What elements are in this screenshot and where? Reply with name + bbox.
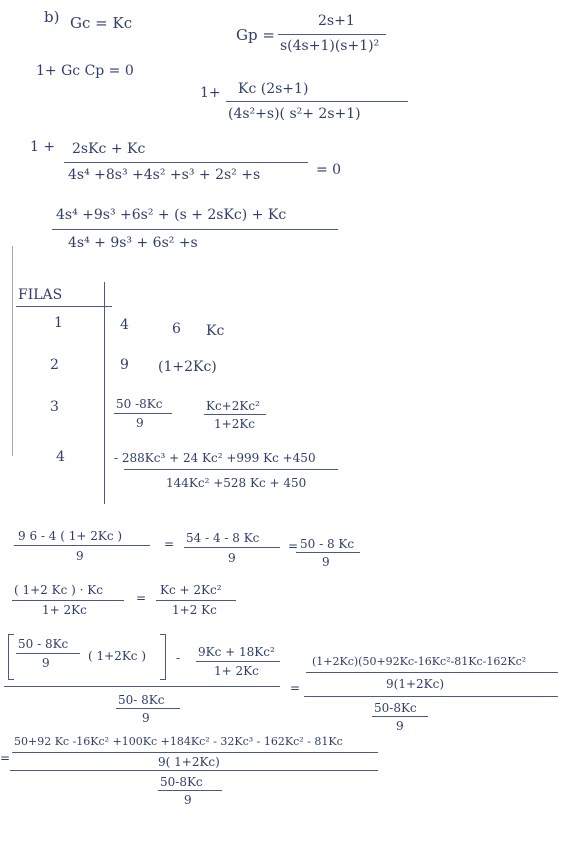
fraction-bar: [12, 752, 378, 753]
fraction-bar: [204, 414, 266, 415]
routh-cell-den: 9: [136, 416, 144, 430]
fraction-bar: [196, 661, 280, 662]
step2-prefix: 1 +: [30, 139, 56, 155]
routh-divider: [104, 282, 105, 504]
calc4-lead-eq: =: [0, 751, 11, 765]
fraction-bar: [158, 790, 222, 791]
fraction-bar: [306, 672, 558, 673]
part-label: b): [44, 8, 60, 26]
routh-row-num: 2: [50, 357, 59, 373]
calc1-den1: 9: [76, 549, 84, 563]
routh-cell-den: 1+2Kc: [214, 417, 256, 431]
fraction-bar: [184, 547, 280, 548]
step1-prefix: 1+: [200, 85, 221, 101]
calc2-num2: Kc + 2Kc²: [160, 583, 222, 597]
calc1-den2: 9: [228, 551, 236, 565]
fraction-bar: [278, 34, 386, 35]
step1-denominator: (4s²+s)( s²+ 2s+1): [228, 106, 361, 122]
left-bracket: [8, 634, 14, 680]
calc3-rden-num: 50-8Kc: [374, 701, 417, 715]
calc1-num2: 54 - 4 - 8 Kc: [186, 531, 260, 545]
routh-cell: Kc: [206, 323, 225, 339]
routh-cell: 6: [172, 321, 181, 337]
calc1-den3: 9: [322, 555, 330, 569]
fraction-bar: [64, 162, 308, 163]
calc3-result-den: 9(1+2Kc): [386, 677, 445, 691]
calc3-minus: -: [176, 651, 181, 665]
calc1-num3: 50 - 8 Kc: [300, 537, 355, 551]
main-fraction-bar: [4, 686, 280, 687]
calc1-num1: 9 6 - 4 ( 1+ 2Kc ): [18, 529, 123, 543]
step3-denominator: 4s⁴ + 9s³ + 6s² +s: [68, 235, 198, 251]
calc3-bracket-den: 9: [42, 656, 50, 670]
fraction-bar: [114, 413, 172, 414]
calc3-bracket-mul: ( 1+2Kc ): [88, 649, 147, 663]
calc4-den-num: 50-8Kc: [160, 775, 203, 789]
calc3-eq: =: [290, 681, 301, 695]
calc3-den-num: 50- 8Kc: [118, 693, 165, 707]
step1-numerator: Kc (2s+1): [238, 81, 309, 97]
fraction-bar: [124, 469, 338, 470]
calc2-eq: =: [136, 591, 147, 605]
right-bracket: [160, 634, 166, 680]
calc1-eq1: =: [164, 537, 175, 551]
routh-cell-num: 50 -8Kc: [116, 397, 163, 411]
calc4-denominator: 9( 1+2Kc): [158, 755, 220, 769]
characteristic-eq: 1+ Gc Cp = 0: [36, 63, 134, 79]
step2-numerator: 2sKc + Kc: [72, 141, 146, 157]
controller-eq: Gc = Kc: [70, 14, 133, 32]
fraction-bar: [226, 101, 408, 102]
step2-denominator: 4s⁴ +8s³ +4s² +s³ + 2s² +s: [68, 167, 261, 183]
calc2-num1: ( 1+2 Kc ) · Kc: [14, 583, 103, 597]
calc3-sub-den: 1+ 2Kc: [214, 664, 259, 678]
fraction-bar: [372, 716, 428, 717]
routh-header: FILAS: [18, 287, 63, 303]
routh-row-num: 1: [54, 315, 63, 331]
plant-denominator: s(4s+1)(s+1)²: [280, 38, 380, 54]
routh-row-num: 3: [50, 399, 59, 415]
routh-header-underline: [16, 306, 112, 307]
routh-cell-num: - 288Kc³ + 24 Kc² +999 Kc +450: [114, 451, 316, 465]
fraction-bar: [296, 552, 360, 553]
plant-numerator: 2s+1: [318, 13, 355, 29]
routh-cell: 4: [120, 317, 129, 333]
calc3-sub-num: 9Kc + 18Kc²: [198, 645, 275, 659]
main-fraction-bar: [304, 696, 558, 697]
routh-row-num: 4: [56, 449, 65, 465]
fraction-bar: [52, 229, 338, 230]
plant-eq-lhs: Gp =: [236, 26, 275, 44]
routh-cell: (1+2Kc): [158, 359, 217, 375]
fraction-bar: [156, 600, 236, 601]
main-fraction-bar: [10, 770, 378, 771]
routh-cell-num: Kc+2Kc²: [206, 399, 260, 413]
calc2-den1: 1+ 2Kc: [42, 603, 87, 617]
calc1-eq2: =: [288, 539, 299, 553]
calc3-den-den: 9: [142, 711, 150, 725]
calc3-result-num: (1+2Kc)(50+92Kc-16Kc²-81Kc-162Kc²: [312, 655, 527, 668]
step3-numerator: 4s⁴ +9s³ +6s² + (s + 2sKc) + Kc: [56, 207, 287, 223]
left-margin-mark: [12, 246, 13, 456]
fraction-bar: [12, 600, 124, 601]
calc3-bracket-num: 50 - 8Kc: [18, 637, 69, 651]
routh-cell-den: 144Kc² +528 Kc + 450: [166, 476, 307, 490]
fraction-bar: [16, 653, 80, 654]
routh-cell: 9: [120, 357, 129, 373]
calc2-den2: 1+2 Kc: [172, 603, 217, 617]
step2-rhs: = 0: [316, 162, 342, 178]
calc3-rden-den: 9: [396, 719, 404, 733]
fraction-bar: [116, 708, 180, 709]
calc4-numerator: 50+92 Kc -16Kc² +100Kc +184Kc² - 32Kc³ - 162Kc² - 81Kc: [14, 735, 343, 748]
calc4-den-den: 9: [184, 793, 192, 807]
fraction-bar: [14, 545, 150, 546]
